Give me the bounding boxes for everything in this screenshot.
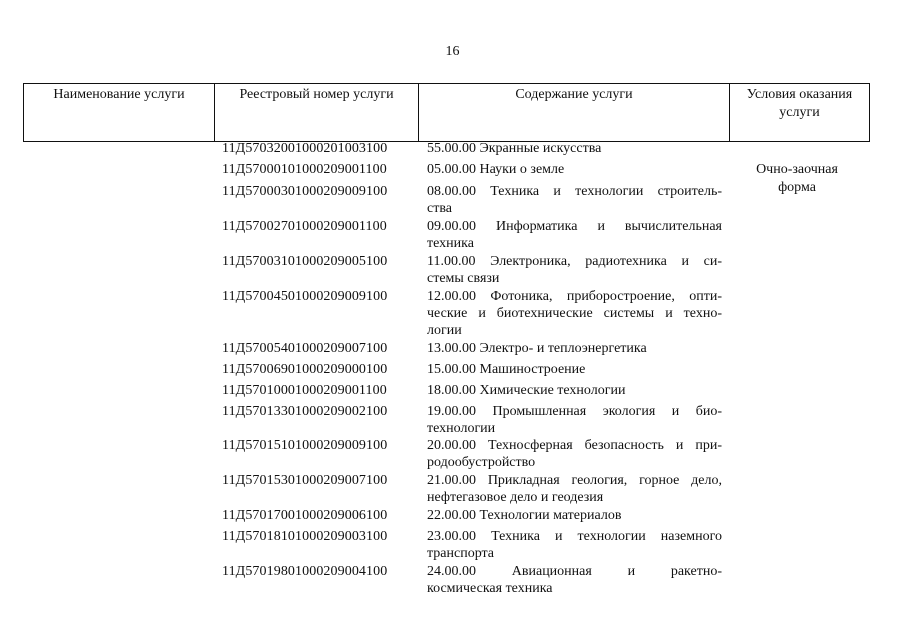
service-content-line: 11.00.00 Электроника, радиотехника и си-	[427, 254, 722, 269]
service-content	[427, 161, 722, 178]
service-content-line: транспорта	[427, 546, 495, 561]
service-content-line: 22.00.00 Технологии материалов	[427, 508, 622, 523]
services-table-header	[23, 83, 870, 142]
service-content-line: 21.00.00 Прикладная геология, горное дело,	[427, 473, 722, 488]
registry-number: 11Д57000101000209001100	[222, 162, 387, 177]
service-content	[427, 218, 722, 252]
service-content-line: ческие и биотехнические системы и техно-	[427, 306, 722, 321]
service-content-line: 24.00.00 Авиационная и ракетно-	[427, 564, 722, 579]
service-content-line: 13.00.00 Электро- и теплоэнергетика	[427, 341, 647, 356]
registry-number: 11Д57000301000209009100	[222, 184, 388, 199]
service-content	[427, 253, 722, 287]
registry-number: 11Д57003101000209005100	[222, 254, 388, 269]
registry-number: 11Д57015101000209009100	[222, 438, 388, 453]
service-content-line: техника	[427, 236, 474, 251]
service-content	[427, 382, 722, 399]
registry-number: 11Д57032001000201003100	[222, 141, 388, 156]
registry-number: 11Д57005401000209007100	[222, 341, 388, 356]
service-content-line: 55.00.00 Экранные искусства	[427, 141, 602, 156]
registry-number: 11Д57004501000209009100	[222, 289, 388, 304]
service-content	[427, 288, 722, 339]
service-content	[427, 563, 722, 597]
service-content	[427, 140, 722, 157]
service-content	[427, 437, 722, 471]
registry-number: 11Д57013301000209002100	[222, 404, 388, 419]
service-content	[427, 403, 722, 437]
service-content-line: 09.00.00 Информатика и вычислительная	[427, 219, 722, 234]
service-content-line: 08.00.00 Техника и технологии строитель-	[427, 184, 722, 199]
header-service-content: Содержание услуги	[419, 84, 730, 142]
registry-number: 11Д57002701000209001100	[222, 219, 387, 234]
service-content	[427, 340, 722, 357]
service-content-line: космическая техника	[427, 581, 553, 596]
service-content	[427, 183, 722, 217]
registry-number: 11Д57018101000209003100	[222, 529, 388, 544]
header-registry-number: Реестровый номер услуги	[215, 84, 419, 142]
service-content-line: 20.00.00 Техносферная безопасность и при-	[427, 438, 722, 453]
service-content-line: логии	[427, 323, 462, 338]
service-content	[427, 528, 722, 562]
service-content-line: 12.00.00 Фотоника, приборостроение, опти-	[427, 289, 722, 304]
registry-number: 11Д57017001000209006100	[222, 508, 388, 523]
service-conditions-value: Очно-заочная форма	[756, 162, 838, 195]
service-content	[427, 507, 722, 524]
registry-number: 11Д57019801000209004100	[222, 564, 388, 579]
service-content-line: 15.00.00 Машиностроение	[427, 362, 586, 377]
registry-number: 11Д57010001000209001100	[222, 383, 387, 398]
service-content-line: 05.00.00 Науки о земле	[427, 162, 565, 177]
service-content-line: родообустройство	[427, 455, 536, 470]
header-service-conditions: Условия оказания услуги	[730, 84, 870, 142]
service-content	[427, 472, 722, 506]
service-content-line: технологии	[427, 421, 496, 436]
service-content-line: 19.00.00 Промышленная экология и био-	[427, 404, 722, 419]
service-content	[427, 361, 722, 378]
header-service-name: Наименование услуги	[24, 84, 215, 142]
service-content-line: 23.00.00 Техника и технологии наземного	[427, 529, 722, 544]
registry-number: 11Д57006901000209000100	[222, 362, 388, 377]
page-number: 16	[445, 44, 460, 59]
service-content-line: стемы связи	[427, 271, 500, 286]
service-content-line: нефтегазовое дело и геодезия	[427, 490, 604, 505]
service-content-line: ства	[427, 201, 452, 216]
service-content-line: 18.00.00 Химические технологии	[427, 383, 626, 398]
registry-number: 11Д57015301000209007100	[222, 473, 388, 488]
